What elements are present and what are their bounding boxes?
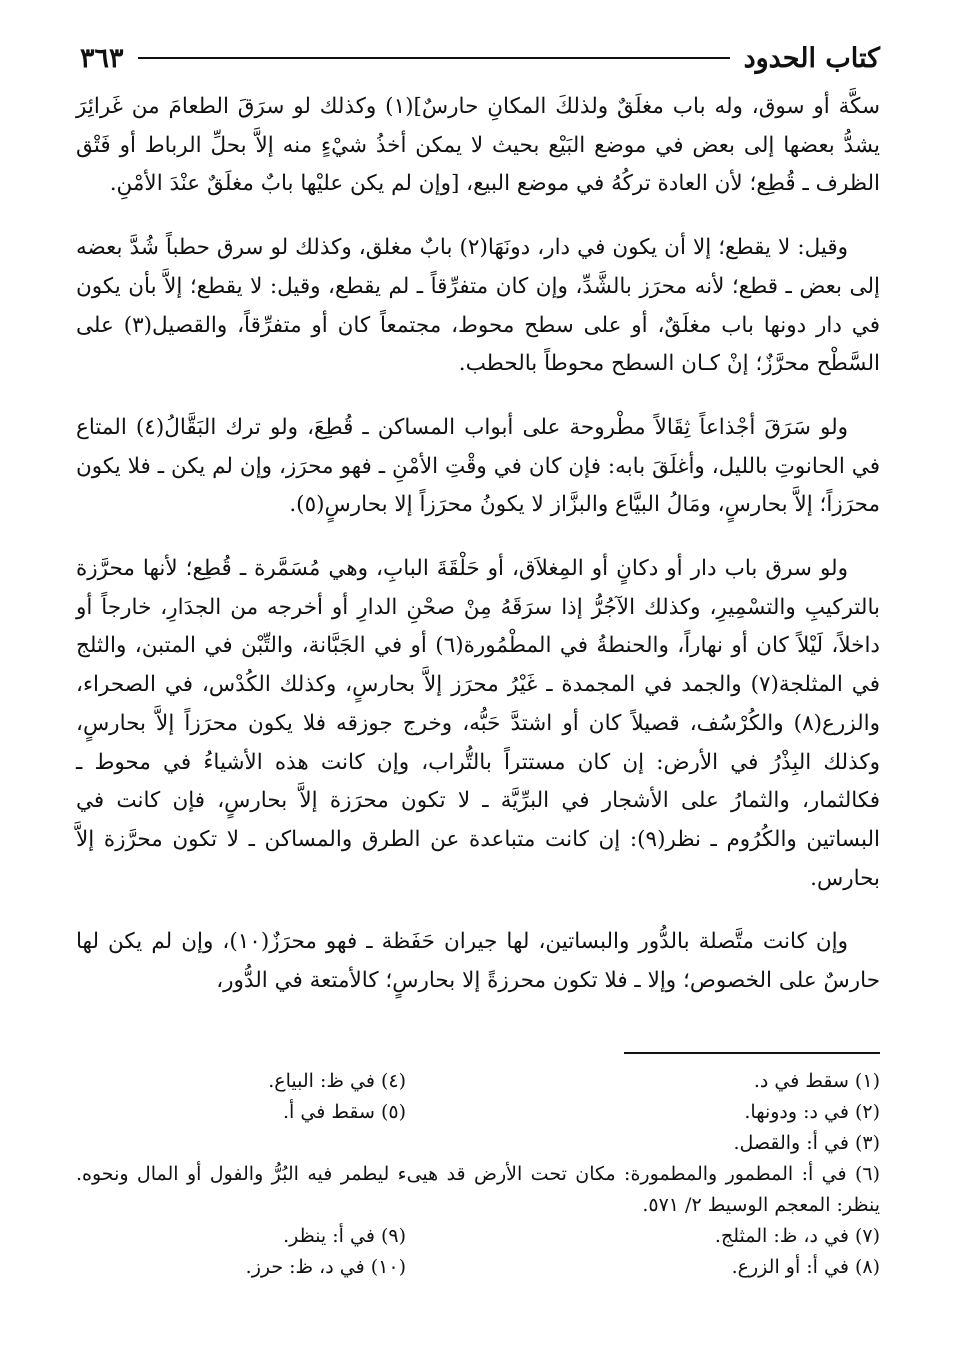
footnote-7: (٧) في د، ظ: المثلج. <box>714 1225 880 1247</box>
paragraph-1: سكَّة أو سوق، وله باب مغلَقٌ ولذلكَ المكانِ حارسٌ](١) وكذلك لو سرَقَ الطعامَ من غَرائِرَ يشدُّ بعضها إلى بعض في موضع البَيْع بحيث لا يمكن أخذُ شيْءٍ منه إلاَّ بحلِّ الرباط أو فَتْق الظرف ـ قُطِع؛ لأن العادة تركُهُ في موضع البيع، [وإن لم يكن عليْها بابٌ مغلَقٌ عنْدَ الأمْنِ. <box>76 94 880 197</box>
page-number: ٣٦٣ <box>80 42 124 74</box>
footnote-5: (٥) سقط في أ. <box>283 1101 406 1123</box>
footnote-row <box>76 1066 880 1159</box>
footnote-separator <box>624 1052 880 1054</box>
footnote-column-right <box>406 1066 880 1159</box>
footnote-6: (٦) في أ: المطمور والمطمورة: مكان تحت الأرض قد هيىء ليطمر فيه البُرُّ والفول أو المال ونحوه. ينظر: المعجم الوسيط ٢/ ٥٧١. <box>76 1163 880 1216</box>
footnote-3: (٣) في أ: والقصل. <box>733 1132 880 1154</box>
footnote-column-left <box>76 1066 406 1159</box>
paragraph-2: وقيل: لا يقطع؛ إلا أن يكون في دار، دونَهَا(٢) بابٌ مغلق، وكذلك لو سرق حطباً شُدَّ بعضه إلى بعض ـ قطع؛ لأنه محرَز بالشَّدِّ، وإن كان متفرِّقاً ـ لم يقطع، وقيل: لا يقطع؛ إلاَّ بأن يكون في دار دونها باب مغلَقٌ، أو على سطح محوط، مجتمعاً كان أو متفرِّقاً، والقصيل(٣) على السَّطْح محرَّزٌ؛ إنْ كـان السطح محوطاً بالحطب. <box>76 235 880 377</box>
paragraph-5: وإن كانت متَّصلة بالدُّور والبساتين، لها جيران حَفَظة ـ فهو محرَزٌ(١٠)، وإن لم يكن لها حارسٌ على الخصوص؛ وإلا ـ فلا تكون محرزةً إلا بحارسٍ؛ كالأمتعة في الدُّور، <box>76 929 880 994</box>
header-rule <box>138 57 730 59</box>
main-text <box>76 88 880 1026</box>
chapter-title: كتاب الحدود <box>743 42 880 74</box>
footnote-2: (٢) في د: ودونها. <box>744 1101 880 1123</box>
footnote-9: (٩) في أ: ينظر. <box>283 1225 406 1247</box>
footnote-column-left <box>76 1221 406 1283</box>
footnotes <box>76 1066 880 1283</box>
footnote-8: (٨) في أ: أو الزرع. <box>731 1256 880 1278</box>
footnote-row <box>76 1221 880 1283</box>
paragraph-4: ولو سرق باب دار أو دكانٍ أو المِغلاَق، أو حَلْقَةَ البابِ، وهي مُسَمَّرة ـ قُطِع؛ لأنها محرَّزة بالتركيبِ والتسْمِيرِ، وكذلك الآجُرُّ إذا سرَقَهُ مِنْ صحْنِ الدارِ أو أخرجه من الجدَارِ، خارجاً أو داخلاً، لَيْلاً كان أو نهاراً، والحنطةُ في المطْمُورة(٦) أو في الجَبَّانة، والتِّبْن في المتبن، والثلج في المثلجة(٧) والجمد في المجمدة ـ غَيْرُ محرَز إلاَّ بحارسٍ، وكذلك الكُدْس، في الصحراء، والزرع(٨) والكُرْسُف، قصيلاً كان أو اشتدَّ حَبُّه، وخرج جوزقه فلا يكون محرَزاً إلاَّ بحارسٍ، وكذلك البِذْرُ في الأرض: إن كان مستتراً بالتُّراب، وإن كانت هذه الأشياءُ في محوط ـ فكالثمار، والثمارُ على الأشجار في البرِّيَّة ـ لا تكون محرَزة إلاَّ بحارسٍ، فإن كانت في البساتين والكُرُوم ـ نظر(٩): إن كانت متباعدة عن الطرق والمساكن ـ لا تكون محرَّزة إلاَّ بحارس. <box>76 556 880 891</box>
footnote-4: (٤) في ظ: البياع. <box>268 1070 406 1092</box>
footnote-1: (١) سقط في د. <box>753 1070 880 1092</box>
footnote-column-right <box>406 1221 880 1283</box>
footnote-10: (١٠) في د، ظ: حرز. <box>245 1256 406 1278</box>
paragraph-3: ولو سَرَقَ أجْذاعاً ثِقَالاً مطْروحة على أبواب المساكن ـ قُطِعَ، ولو ترك البَقَّالُ(٤) المتاع في الحانوتِ بالليل، وأغلَقَ بابه: فإن كان في وقْتِ الأمْنِ ـ فهو محرَز، وإن لم يكن ـ فلا يكون محرَزاً؛ إلاَّ بحارسٍ، ومَالُ البيَّاع والبزَّاز لا يكونُ محرَزاً إلا بحارسٍ(٥). <box>76 414 880 518</box>
running-header <box>80 38 880 78</box>
